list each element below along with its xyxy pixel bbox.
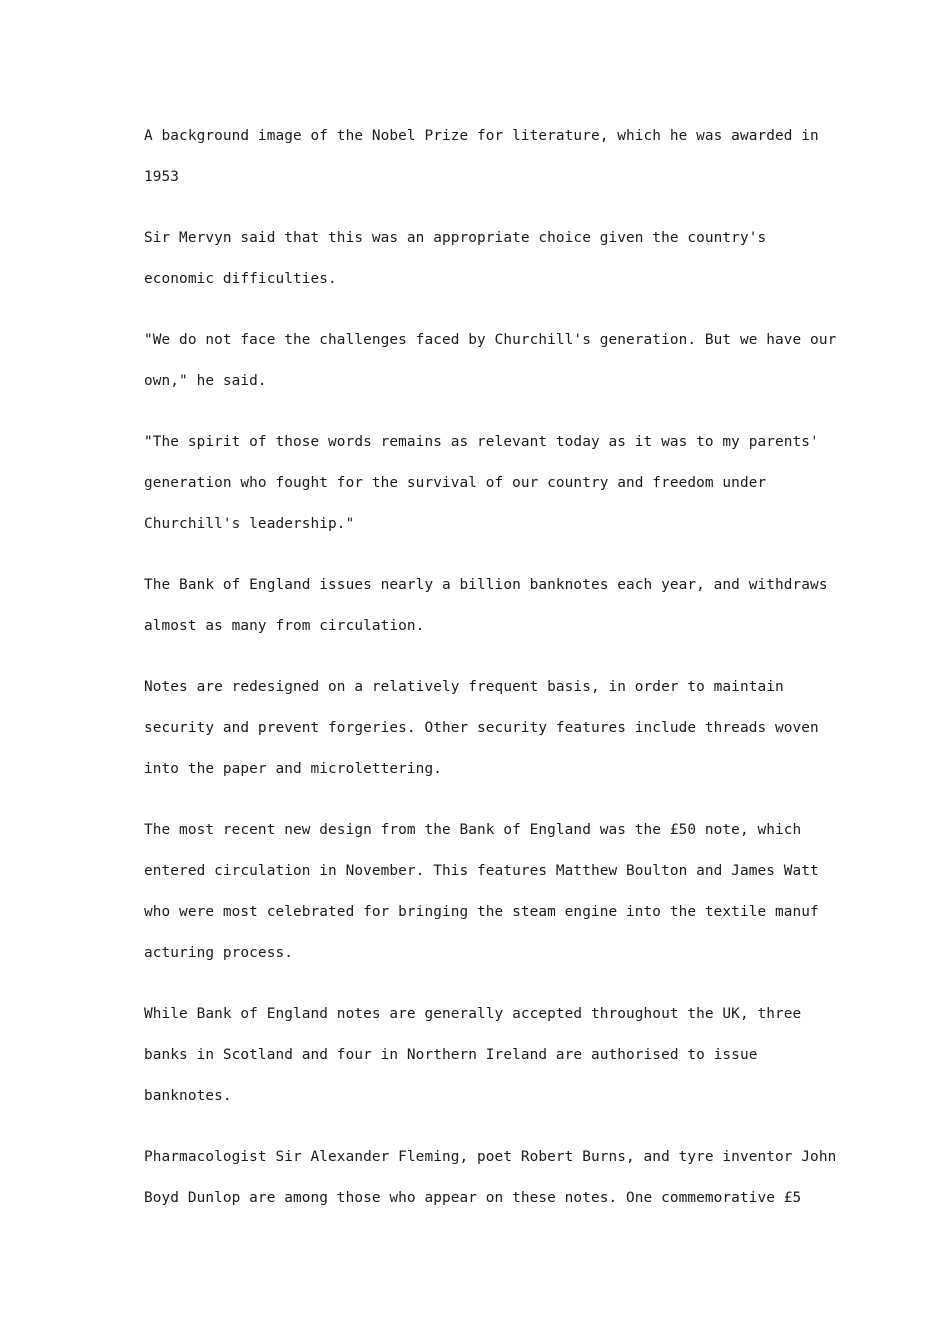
text-line: security and prevent forgeries. Other security features include threads woven	[144, 720, 819, 736]
text-line: A background image of the Nobel Prize for literature, which he was awarded in	[144, 128, 819, 144]
text-line: banks in Scotland and four in Northern Ireland are authorised to issue	[144, 1047, 758, 1063]
text-line: 1953	[144, 169, 180, 185]
text-line: "The spirit of those words remains as relevant today as it was to my parents'	[144, 434, 819, 450]
text-line: into the paper and microlettering.	[144, 761, 442, 777]
text-line: who were most celebrated for bringing the steam engine into the textile manuf	[144, 904, 819, 920]
text-line: Sir Mervyn said that this was an appropriate choice given the country's	[144, 230, 767, 246]
paragraph-note-redesign	[144, 667, 824, 790]
paragraph-sir-mervyn	[144, 218, 824, 300]
paragraph-scottish-notes	[144, 1137, 837, 1219]
paragraph-other-banks	[144, 994, 824, 1117]
text-line: Churchill's leadership."	[144, 516, 355, 532]
text-line: Pharmacologist Sir Alexander Fleming, poet Robert Burns, and tyre inventor John	[144, 1149, 837, 1165]
text-line: The most recent new design from the Bank of England was the £50 note, which	[144, 822, 802, 838]
text-line: The Bank of England issues nearly a billion banknotes each year, and withdraws	[144, 577, 828, 593]
paragraph-quote-spirit	[144, 422, 824, 545]
text-line: entered circulation in November. This features Matthew Boulton and James Watt	[144, 863, 819, 879]
text-line: economic difficulties.	[144, 271, 337, 287]
paragraph-nobel-prize	[144, 116, 824, 198]
paragraph-quote-challenges	[144, 320, 837, 402]
text-line: banknotes.	[144, 1088, 232, 1104]
text-line: acturing process.	[144, 945, 293, 961]
text-line: "We do not face the challenges faced by Churchill's generation. But we have our	[144, 332, 837, 348]
text-line: Notes are redesigned on a relatively frequent basis, in order to maintain	[144, 679, 784, 695]
text-line: own," he said.	[144, 373, 267, 389]
article-body	[144, 116, 837, 1239]
text-line: While Bank of England notes are generally accepted throughout the UK, three	[144, 1006, 802, 1022]
text-line: almost as many from circulation.	[144, 618, 425, 634]
paragraph-fifty-pound-note	[144, 810, 824, 974]
text-line: Boyd Dunlop are among those who appear on these notes. One commemorative £5	[144, 1190, 802, 1206]
text-line: generation who fought for the survival of our country and freedom under	[144, 475, 767, 491]
paragraph-banknote-issuance	[144, 565, 828, 647]
